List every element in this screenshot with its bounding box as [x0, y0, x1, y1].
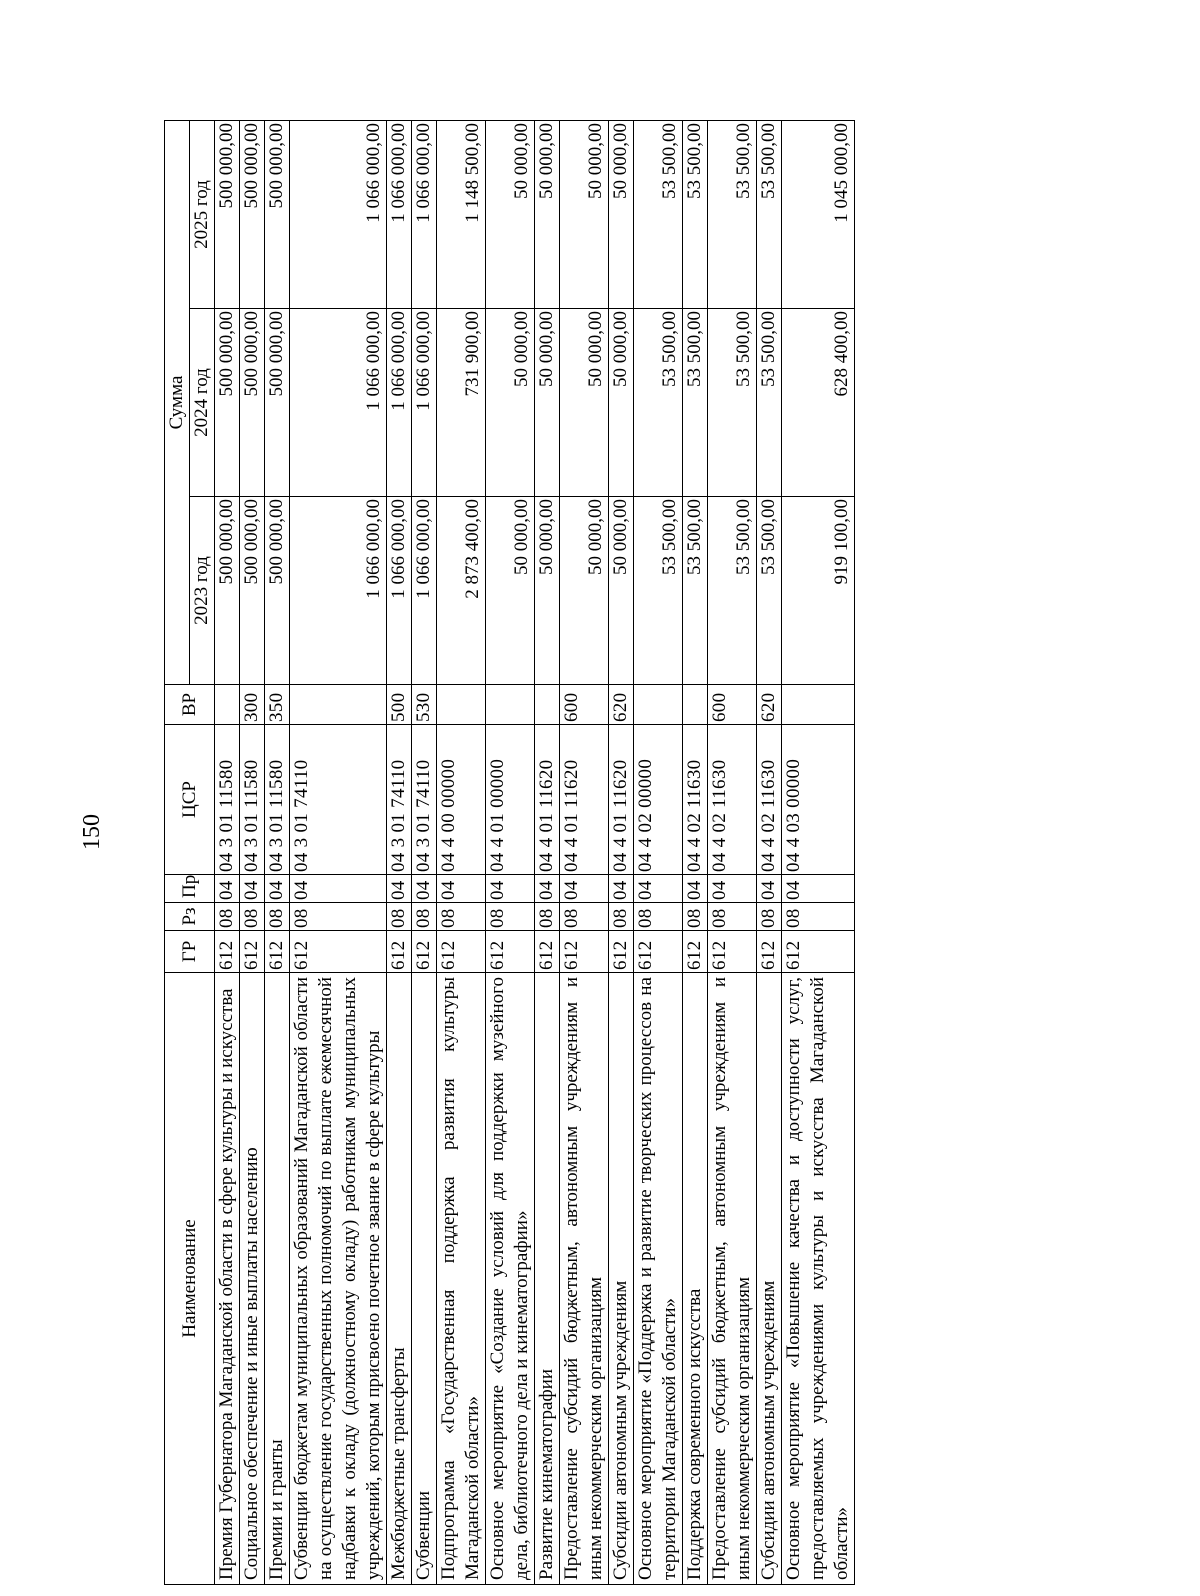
- cell-rz: 08: [708, 903, 757, 931]
- cell-csr: 04 3 01 11580: [215, 725, 240, 875]
- cell-name: Предоставление субсидий бюджетным, автономным учреждениям и иным некоммерческим организациям: [708, 973, 757, 1585]
- table-row: [412, 121, 437, 1585]
- header-vr: ВР: [165, 685, 215, 725]
- cell-rz: 08: [560, 903, 609, 931]
- header-pr: Пр: [165, 875, 215, 903]
- table-row: [265, 121, 290, 1585]
- cell-rz: 08: [240, 903, 265, 931]
- cell-name: Субвенции бюджетам муниципальных образований Магаданской области на осуществление государственных полномочий по выплате ежемесячной надбавки к окладу (должностному окладу) работникам муниципальных учреждений, которым присвоено почетное звание в сфере культуры: [290, 973, 387, 1585]
- cell-vr: 600: [560, 685, 609, 725]
- cell-2025: 1 066 000,00: [412, 121, 437, 309]
- cell-csr: 04 3 01 11580: [240, 725, 265, 875]
- cell-pr: 04: [437, 875, 486, 903]
- cell-2025: 1 148 500,00: [437, 121, 486, 309]
- cell-rz: 08: [683, 903, 708, 931]
- cell-2025: 500 000,00: [265, 121, 290, 309]
- cell-rz: 08: [437, 903, 486, 931]
- table-row: [387, 121, 412, 1585]
- cell-gr: 612: [437, 931, 486, 973]
- cell-gr: 612: [240, 931, 265, 973]
- cell-vr: [486, 685, 535, 725]
- cell-2023: 1 066 000,00: [290, 497, 387, 685]
- cell-csr: 04 3 01 74110: [412, 725, 437, 875]
- cell-name: Социальное обеспечение и иные выплаты населению: [240, 973, 265, 1585]
- cell-pr: 04: [757, 875, 782, 903]
- cell-2025: 50 000,00: [486, 121, 535, 309]
- cell-gr: 612: [609, 931, 634, 973]
- cell-gr: 612: [634, 931, 683, 973]
- cell-name: Предоставление субсидий бюджетным, автономным учреждениям и иным некоммерческим организациям: [560, 973, 609, 1585]
- cell-pr: 04: [215, 875, 240, 903]
- cell-rz: 08: [535, 903, 560, 931]
- cell-2025: 1 045 000,00: [782, 121, 855, 309]
- cell-pr: 04: [560, 875, 609, 903]
- cell-2023: 500 000,00: [240, 497, 265, 685]
- cell-csr: 04 4 01 11620: [535, 725, 560, 875]
- header-gr: ГР: [165, 931, 215, 973]
- cell-2023: 500 000,00: [215, 497, 240, 685]
- cell-2025: 50 000,00: [560, 121, 609, 309]
- cell-gr: 612: [265, 931, 290, 973]
- cell-2024: 1 066 000,00: [387, 309, 412, 497]
- cell-csr: 04 4 02 00000: [634, 725, 683, 875]
- cell-rz: 08: [412, 903, 437, 931]
- cell-vr: [215, 685, 240, 725]
- cell-2025: 50 000,00: [535, 121, 560, 309]
- header-name: Наименование: [165, 973, 215, 1585]
- table-row: [240, 121, 265, 1585]
- table-row: [609, 121, 634, 1585]
- table-row: [486, 121, 535, 1585]
- cell-pr: 04: [609, 875, 634, 903]
- header-2024: 2024 год: [190, 309, 215, 497]
- cell-2025: 500 000,00: [215, 121, 240, 309]
- cell-gr: 612: [486, 931, 535, 973]
- header-2025: 2025 год: [190, 121, 215, 309]
- cell-gr: 612: [290, 931, 387, 973]
- header-2023: 2023 год: [190, 497, 215, 685]
- cell-2023: 500 000,00: [265, 497, 290, 685]
- cell-name: Премия Губернатора Магаданской области в сфере культуры и искусства: [215, 973, 240, 1585]
- cell-csr: 04 4 02 11630: [683, 725, 708, 875]
- cell-2023: 1 066 000,00: [387, 497, 412, 685]
- cell-2024: 500 000,00: [265, 309, 290, 497]
- cell-rz: 08: [215, 903, 240, 931]
- cell-2025: 1 066 000,00: [290, 121, 387, 309]
- cell-2023: 2 873 400,00: [437, 497, 486, 685]
- cell-2023: 53 500,00: [683, 497, 708, 685]
- cell-name: Основное мероприятие «Поддержка и развитие творческих процессов на территории Магаданской области»: [634, 973, 683, 1585]
- cell-name: Основное мероприятие «Создание условий для поддержки музейного дела, библиотечного дела и кинематографии»: [486, 973, 535, 1585]
- table-row: [560, 121, 609, 1585]
- cell-csr: 04 3 01 74110: [290, 725, 387, 875]
- cell-vr: [535, 685, 560, 725]
- cell-csr: 04 3 01 11580: [265, 725, 290, 875]
- table-row: [535, 121, 560, 1585]
- cell-2023: 53 500,00: [708, 497, 757, 685]
- table-row: [708, 121, 757, 1585]
- cell-2023: 50 000,00: [560, 497, 609, 685]
- cell-2024: 50 000,00: [609, 309, 634, 497]
- cell-rz: 08: [290, 903, 387, 931]
- table-row: [757, 121, 782, 1585]
- cell-csr: 04 4 01 11620: [609, 725, 634, 875]
- cell-csr: 04 4 02 11630: [757, 725, 782, 875]
- table-header: [165, 121, 215, 1585]
- cell-name: Основное мероприятие «Повышение качества и доступности услуг, предоставляемых учреждениями культуры и искусства Магаданской области»: [782, 973, 855, 1585]
- cell-csr: 04 4 03 00000: [782, 725, 855, 875]
- cell-name: Поддержка современного искусства: [683, 973, 708, 1585]
- cell-vr: [782, 685, 855, 725]
- cell-2024: 628 400,00: [782, 309, 855, 497]
- table-body: [215, 121, 855, 1585]
- cell-pr: 04: [240, 875, 265, 903]
- cell-csr: 04 4 02 11630: [708, 725, 757, 875]
- cell-2024: 50 000,00: [486, 309, 535, 497]
- cell-pr: 04: [634, 875, 683, 903]
- cell-vr: 530: [412, 685, 437, 725]
- table-row: [634, 121, 683, 1585]
- cell-2025: 500 000,00: [240, 121, 265, 309]
- cell-vr: 350: [265, 685, 290, 725]
- cell-csr: 04 3 01 74110: [387, 725, 412, 875]
- cell-pr: 04: [265, 875, 290, 903]
- page-number: 150: [79, 814, 105, 850]
- header-rz: Рз: [165, 903, 215, 931]
- table-row: [683, 121, 708, 1585]
- table-row: [215, 121, 240, 1585]
- cell-2025: 50 000,00: [609, 121, 634, 309]
- cell-vr: 620: [609, 685, 634, 725]
- cell-name: Подпрограмма «Государственная поддержка развития культуры Магаданской области»: [437, 973, 486, 1585]
- cell-pr: 04: [486, 875, 535, 903]
- cell-name: Развитие кинематографии: [535, 973, 560, 1585]
- cell-2024: 53 500,00: [683, 309, 708, 497]
- cell-2023: 919 100,00: [782, 497, 855, 685]
- cell-rz: 08: [757, 903, 782, 931]
- cell-rz: 08: [609, 903, 634, 931]
- table-row: [290, 121, 387, 1585]
- cell-vr: 300: [240, 685, 265, 725]
- cell-vr: [683, 685, 708, 725]
- cell-gr: 612: [683, 931, 708, 973]
- cell-pr: 04: [782, 875, 855, 903]
- cell-2024: 731 900,00: [437, 309, 486, 497]
- cell-2025: 53 500,00: [757, 121, 782, 309]
- cell-pr: 04: [387, 875, 412, 903]
- cell-2024: 53 500,00: [634, 309, 683, 497]
- cell-vr: 620: [757, 685, 782, 725]
- cell-gr: 612: [412, 931, 437, 973]
- cell-pr: 04: [535, 875, 560, 903]
- cell-2024: 1 066 000,00: [412, 309, 437, 497]
- header-sum: Сумма: [165, 121, 190, 685]
- cell-2025: 53 500,00: [708, 121, 757, 309]
- cell-gr: 612: [708, 931, 757, 973]
- table-row: [437, 121, 486, 1585]
- cell-2024: 500 000,00: [215, 309, 240, 497]
- cell-vr: 500: [387, 685, 412, 725]
- cell-2024: 50 000,00: [560, 309, 609, 497]
- cell-2023: 50 000,00: [535, 497, 560, 685]
- cell-csr: 04 4 01 11620: [560, 725, 609, 875]
- cell-name: Премии и гранты: [265, 973, 290, 1585]
- cell-rz: 08: [634, 903, 683, 931]
- cell-rz: 08: [782, 903, 855, 931]
- cell-gr: 612: [757, 931, 782, 973]
- cell-2023: 50 000,00: [486, 497, 535, 685]
- table-row: [782, 121, 855, 1585]
- budget-table: [164, 120, 855, 1585]
- cell-vr: [290, 685, 387, 725]
- cell-2025: 1 066 000,00: [387, 121, 412, 309]
- cell-2024: 1 066 000,00: [290, 309, 387, 497]
- cell-pr: 04: [412, 875, 437, 903]
- cell-name: Межбюджетные трансферты: [387, 973, 412, 1585]
- cell-gr: 612: [560, 931, 609, 973]
- cell-pr: 04: [708, 875, 757, 903]
- cell-2023: 53 500,00: [634, 497, 683, 685]
- cell-gr: 612: [215, 931, 240, 973]
- cell-pr: 04: [683, 875, 708, 903]
- cell-rz: 08: [387, 903, 412, 931]
- cell-name: Субсидии автономным учреждениям: [757, 973, 782, 1585]
- cell-2024: 53 500,00: [757, 309, 782, 497]
- cell-2024: 53 500,00: [708, 309, 757, 497]
- cell-2023: 50 000,00: [609, 497, 634, 685]
- cell-rz: 08: [265, 903, 290, 931]
- cell-2023: 53 500,00: [757, 497, 782, 685]
- cell-2025: 53 500,00: [683, 121, 708, 309]
- cell-vr: [634, 685, 683, 725]
- cell-2024: 500 000,00: [240, 309, 265, 497]
- cell-vr: 600: [708, 685, 757, 725]
- cell-2025: 53 500,00: [634, 121, 683, 309]
- cell-vr: [437, 685, 486, 725]
- cell-rz: 08: [486, 903, 535, 931]
- cell-csr: 04 4 01 00000: [486, 725, 535, 875]
- header-csr: ЦСР: [165, 725, 215, 875]
- cell-2023: 1 066 000,00: [412, 497, 437, 685]
- cell-name: Субсидии автономным учреждениям: [609, 973, 634, 1585]
- cell-gr: 612: [535, 931, 560, 973]
- cell-name: Субвенции: [412, 973, 437, 1585]
- cell-csr: 04 4 00 00000: [437, 725, 486, 875]
- rotated-table-container: [164, 120, 1076, 1585]
- cell-gr: 612: [387, 931, 412, 973]
- cell-2024: 50 000,00: [535, 309, 560, 497]
- cell-gr: 612: [782, 931, 855, 973]
- cell-pr: 04: [290, 875, 387, 903]
